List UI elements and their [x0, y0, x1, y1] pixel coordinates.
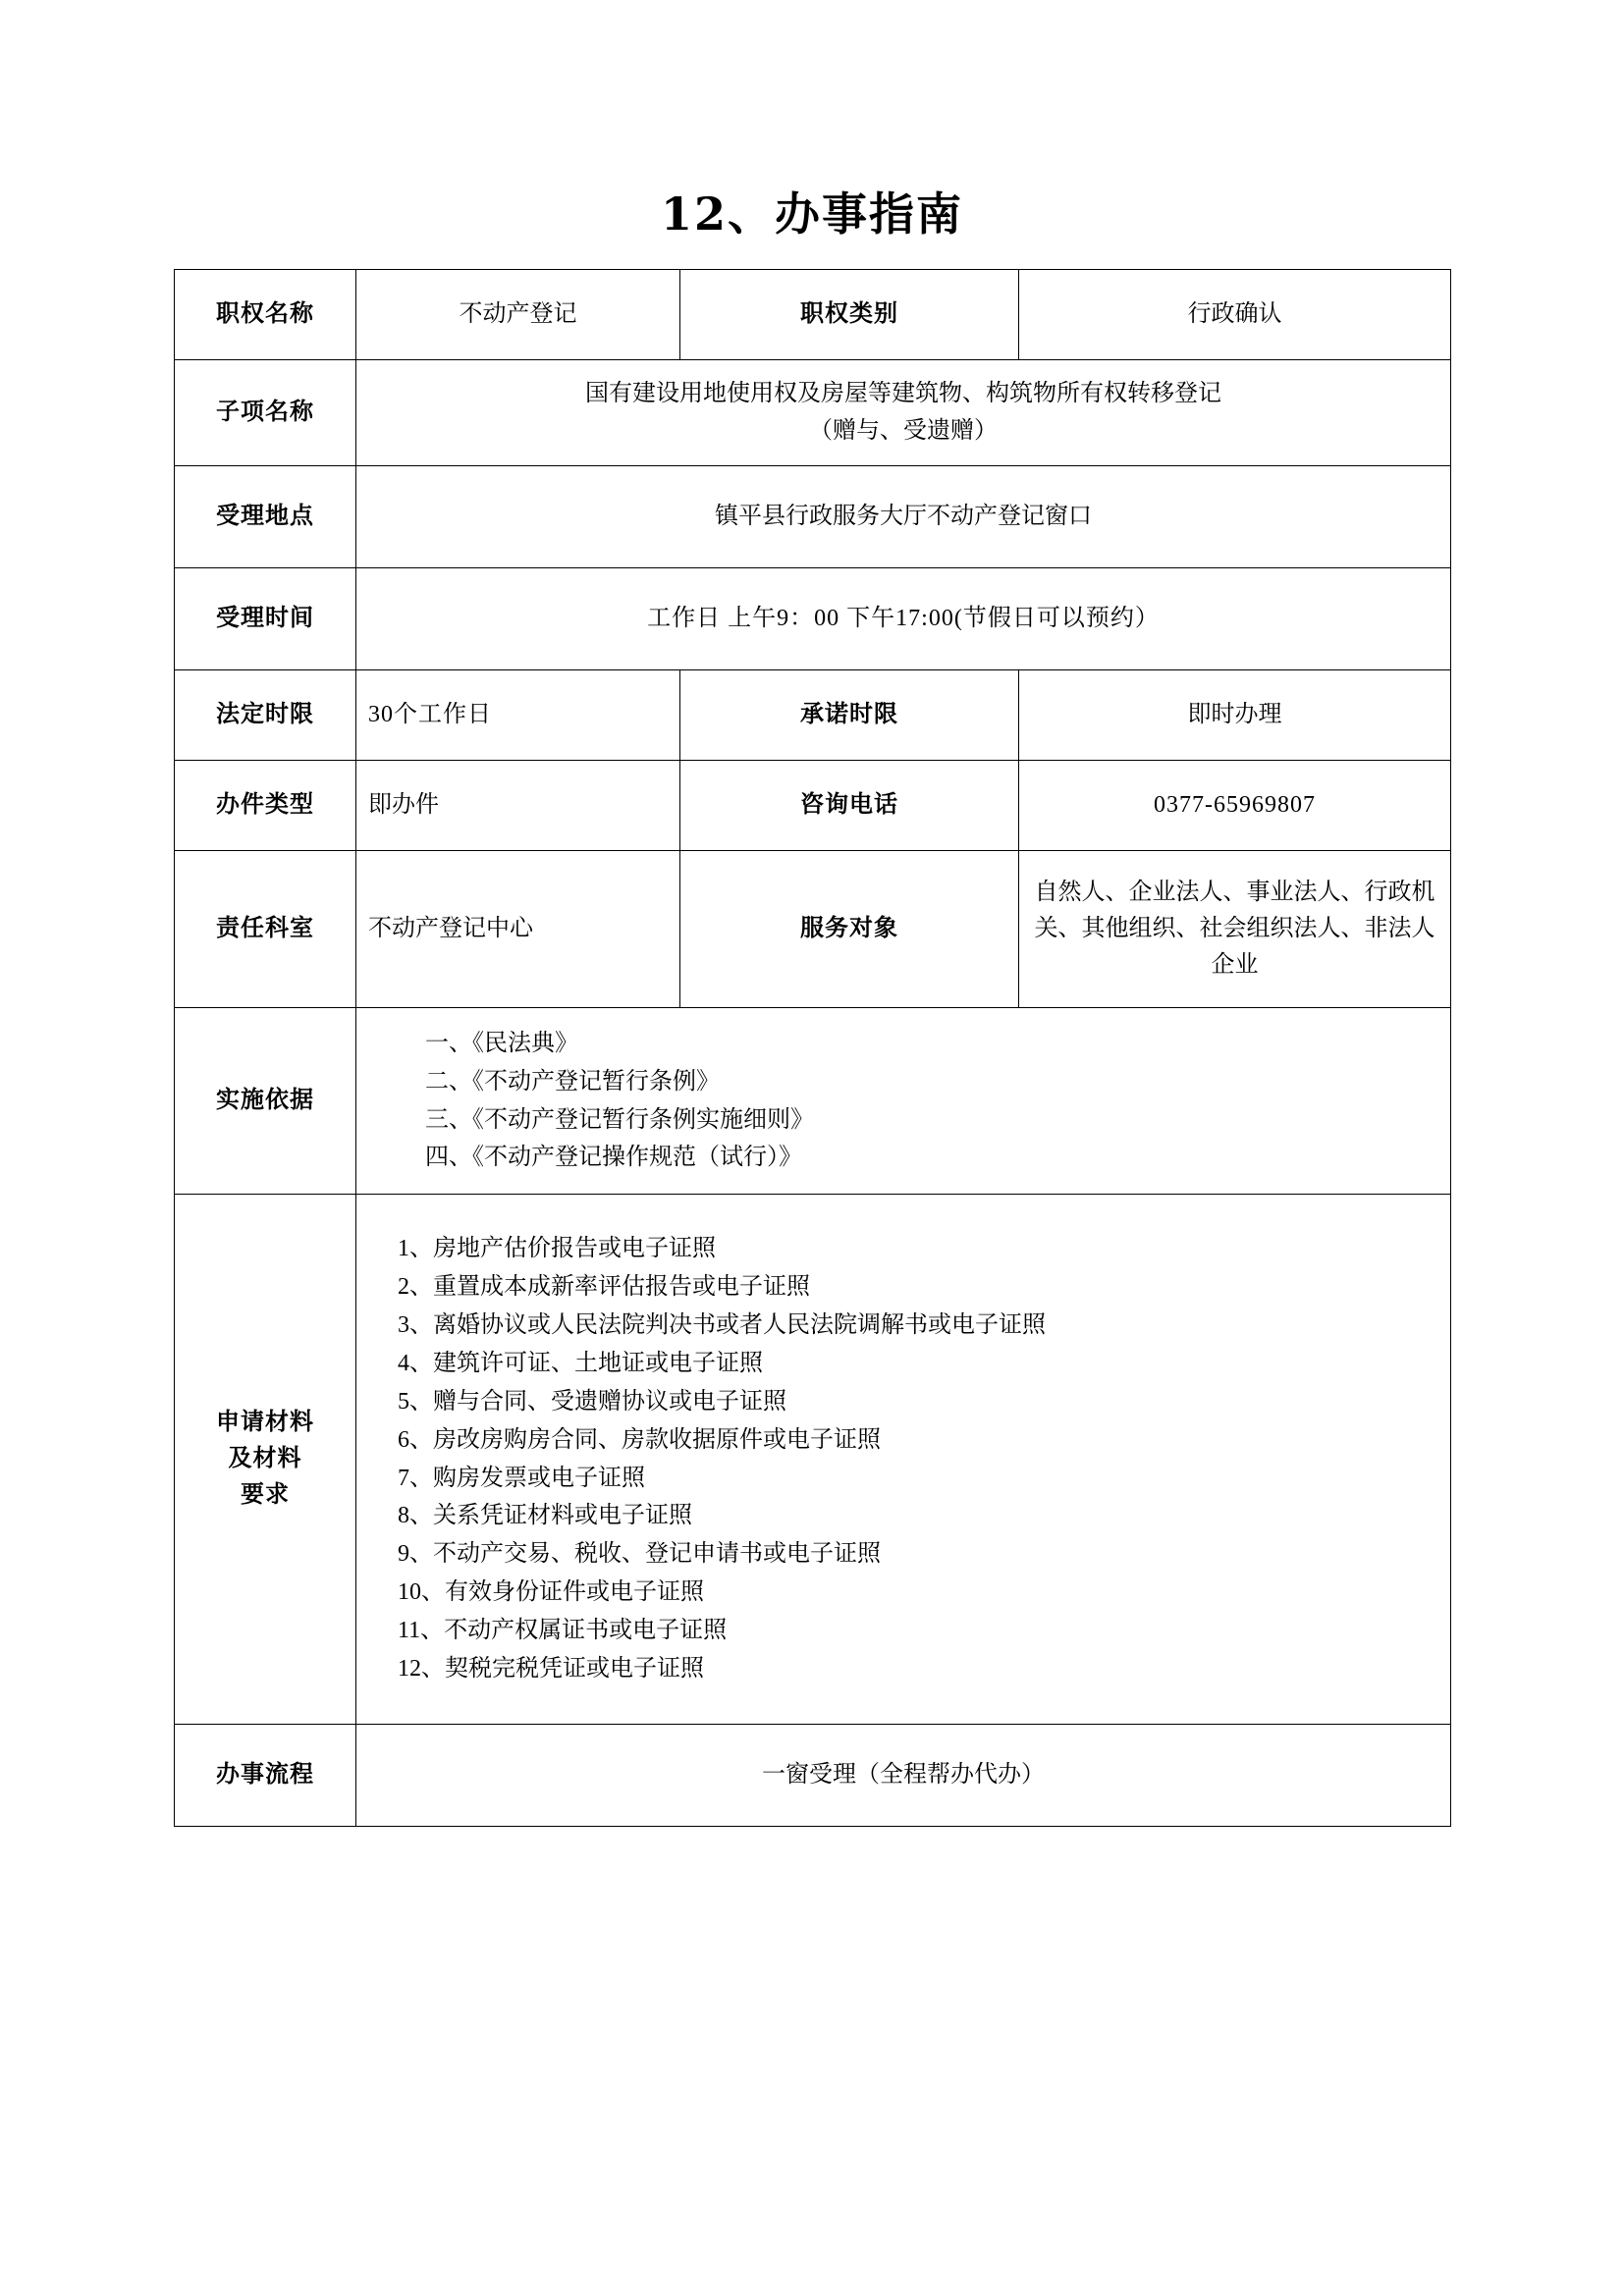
list-item: 3、离婚协议或人民法院判决书或者人民法院调解书或电子证照 [398, 1312, 1046, 1338]
subitem-name-label: 子项名称 [175, 360, 356, 466]
phone-label: 咨询电话 [680, 761, 1019, 851]
legal-basis-label: 实施依据 [175, 1008, 356, 1195]
service-target-value: 自然人、企业法人、事业法人、行政机关、其他组织、社会组织法人、非法人企业 [1019, 851, 1451, 1008]
materials-label-line2: 及材料 [228, 1445, 302, 1471]
subitem-name-line2: （赠与、受遗赠） [809, 417, 998, 444]
legal-limit-label: 法定时限 [175, 670, 356, 761]
department-label: 责任科室 [175, 851, 356, 1008]
promise-limit-value: 即时办理 [1019, 670, 1451, 761]
list-item: 5、赠与合同、受遗赠协议或电子证照 [398, 1388, 786, 1415]
list-item: 一、《民法典》 [425, 1030, 578, 1056]
accept-time-label: 受理时间 [175, 568, 356, 670]
power-name-label: 职权名称 [175, 270, 356, 360]
service-target-label: 服务对象 [680, 851, 1019, 1008]
table-row [175, 1008, 1451, 1195]
subitem-name-line1: 国有建设用地使用权及房屋等建筑物、构筑物所有权转移登记 [585, 381, 1221, 407]
accept-time-value: 工作日 上午9：00 下午17:00(节假日可以预约） [356, 568, 1451, 670]
department-value: 不动产登记中心 [356, 851, 680, 1008]
subitem-name-value [356, 360, 1451, 466]
table-row [175, 1195, 1451, 1725]
legal-basis-value [356, 1008, 1451, 1195]
list-item: 4、建筑许可证、土地证或电子证照 [398, 1350, 763, 1376]
materials-list [368, 1226, 1438, 1692]
power-name-value: 不动产登记 [356, 270, 680, 360]
list-item: 12、契税完税凭证或电子证照 [398, 1655, 704, 1682]
table-row [175, 466, 1451, 568]
promise-limit-label: 承诺时限 [680, 670, 1019, 761]
table-row [175, 1725, 1451, 1827]
list-item: 9、不动产交易、税收、登记申请书或电子证照 [398, 1541, 881, 1568]
service-guide-table [174, 269, 1451, 1827]
table-row [175, 670, 1451, 761]
table-row [175, 851, 1451, 1008]
table-row [175, 568, 1451, 670]
list-item: 二、《不动产登记暂行条例》 [425, 1068, 720, 1095]
case-type-value: 即办件 [356, 761, 680, 851]
materials-value [356, 1195, 1451, 1725]
phone-value: 0377-65969807 [1019, 761, 1451, 851]
guide-table-container [174, 269, 1450, 1827]
table-row [175, 270, 1451, 360]
accept-place-label: 受理地点 [175, 466, 356, 568]
page-title: 12、办事指南 [660, 187, 963, 240]
legal-basis-list [368, 1021, 1438, 1182]
list-item: 1、房地产估价报告或电子证照 [398, 1236, 716, 1262]
list-item: 11、不动产权属证书或电子证照 [398, 1618, 728, 1643]
accept-place-value: 镇平县行政服务大厅不动产登记窗口 [356, 466, 1451, 568]
legal-limit-value: 30个工作日 [356, 670, 680, 761]
materials-label-line3: 要求 [241, 1482, 290, 1509]
process-value: 一窗受理（全程帮办代办） [356, 1725, 1451, 1827]
process-label: 办事流程 [175, 1725, 356, 1827]
list-item: 8、关系凭证材料或电子证照 [398, 1503, 692, 1529]
list-item: 6、房改房购房合同、房款收据原件或电子证照 [398, 1426, 881, 1453]
case-type-label: 办件类型 [175, 761, 356, 851]
list-item: 7、购房发票或电子证照 [398, 1465, 645, 1491]
list-item: 四、《不动产登记操作规范（试行）》 [425, 1145, 802, 1171]
table-row [175, 360, 1451, 466]
list-item: 10、有效身份证件或电子证照 [398, 1579, 704, 1606]
materials-label-line1: 申请材料 [216, 1409, 314, 1435]
list-item: 三、《不动产登记暂行条例实施细则》 [425, 1106, 814, 1133]
list-item: 2、重置成本成新率评估报告或电子证照 [398, 1274, 810, 1301]
table-row [175, 761, 1451, 851]
power-type-label: 职权类别 [680, 270, 1019, 360]
power-type-value: 行政确认 [1019, 270, 1451, 360]
materials-label [175, 1195, 356, 1725]
